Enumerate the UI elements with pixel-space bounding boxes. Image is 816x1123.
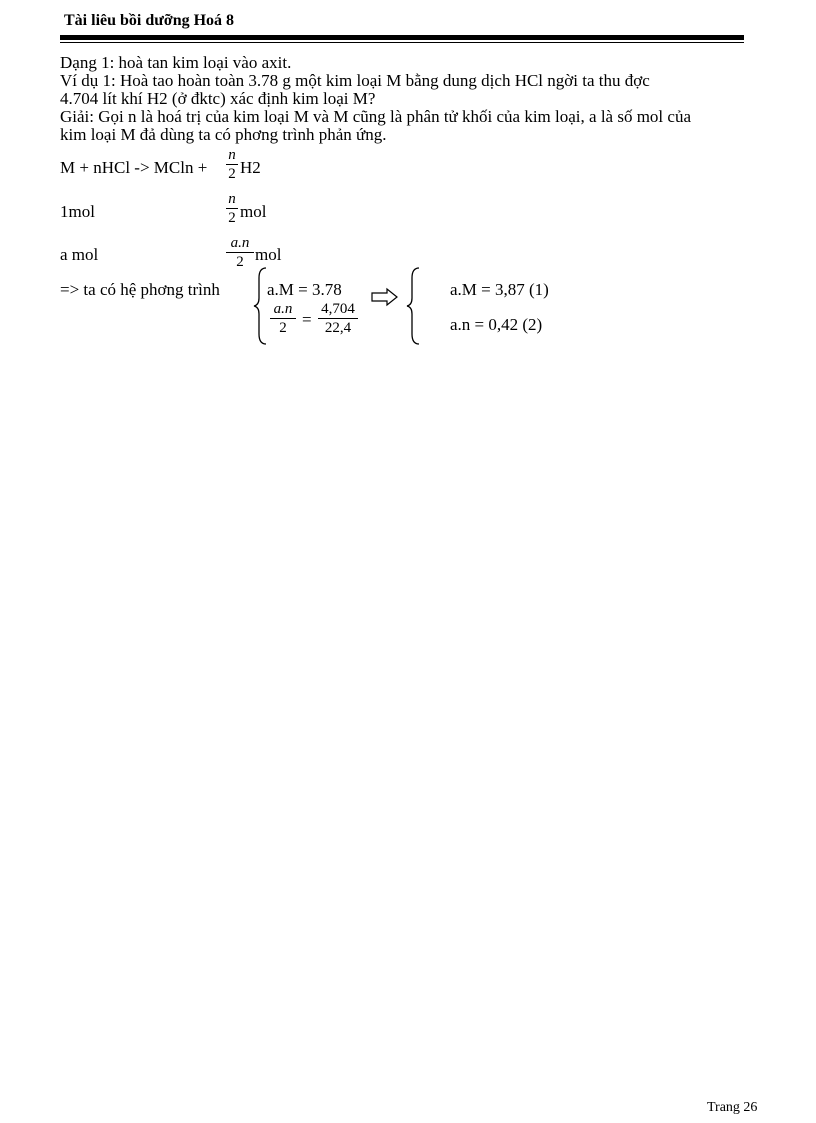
reaction-h2: H2 — [240, 158, 261, 177]
header-rule-thin — [60, 42, 744, 43]
page-number: Trang 26 — [707, 1100, 758, 1115]
header-rule-thick — [60, 35, 744, 40]
system-intro: => ta có hệ phơng trình — [60, 280, 220, 299]
right-brace-icon — [406, 266, 422, 346]
body-line-5: kim loại M đả dùng ta có phơng trình phản ứng. — [60, 125, 387, 144]
system-fraction-4704-224: 4,704 22,4 — [318, 301, 358, 336]
body-line-1: Dạng 1: hoà tan kim loại vào axit. — [60, 53, 292, 72]
fraction-denominator: 2 — [228, 166, 236, 182]
row2-left: a mol — [60, 245, 99, 264]
row1-fraction: n 2 — [226, 191, 238, 226]
row1-unit: mol — [240, 202, 267, 221]
system-fraction-an-2: a.n 2 — [270, 301, 296, 336]
fraction-n-over-2 — [226, 147, 238, 182]
row1-left: 1mol — [60, 202, 95, 221]
system-equals: = — [302, 310, 312, 329]
header-title: Tài liêu bồi dưỡng Hoá 8 — [64, 12, 235, 29]
row2-fraction: a.n 2 — [226, 235, 254, 270]
result-eq1: a.M = 3,87 (1) — [450, 280, 549, 299]
implies-arrow-icon — [371, 287, 399, 307]
fraction-numerator: n — [228, 147, 236, 163]
body-line-4: Giải: Gọi n là hoá trị của kim loại M và M cũng là phân tử khối của kim loại, a là số mol của — [60, 107, 691, 126]
row2-unit: mol — [255, 245, 282, 264]
result-eq2: a.n = 0,42 (2) — [450, 315, 543, 334]
reaction-equation: M + nHCl -> MCln + — [60, 158, 208, 177]
body-line-2: Ví dụ 1: Hoà tao hoàn toàn 3.78 g một kim loại M bằng dung dịch HCl ngời ta thu đợc — [60, 71, 650, 90]
system-eq1: a.M = 3.78 — [267, 280, 342, 299]
left-brace-icon — [253, 266, 269, 346]
body-line-3: 4.704 lít khí H2 (ở đktc) xác định kim loại M? — [60, 89, 376, 108]
